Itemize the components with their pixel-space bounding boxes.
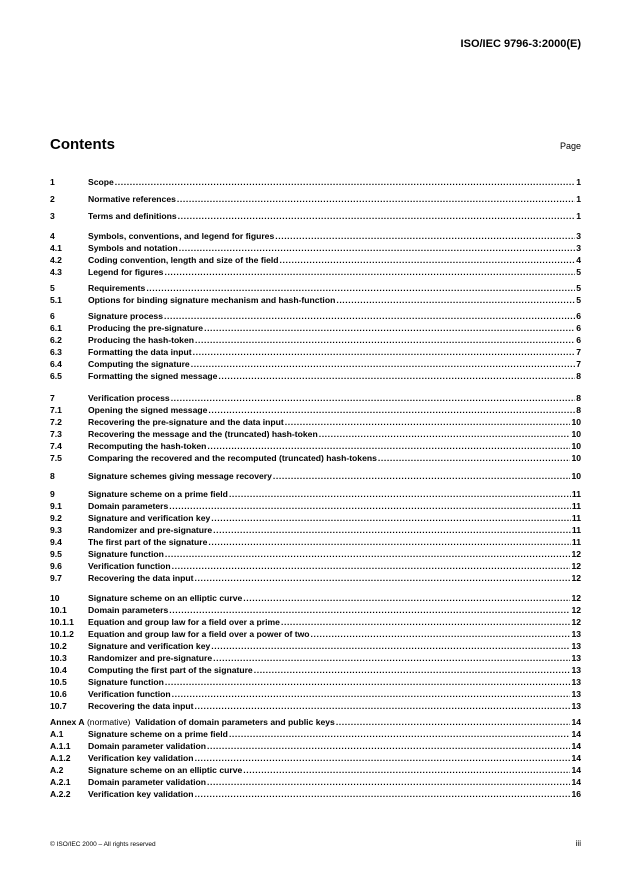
toc-entry-title: Signature and verification key <box>88 641 211 651</box>
toc-entry[interactable] <box>50 346 581 358</box>
toc-annex-section <box>50 716 581 800</box>
toc-entry-title: Signature and verification key <box>88 513 211 523</box>
toc-entry-title: Recovering the message and the (truncated) hash-token <box>88 429 318 439</box>
toc-entry-title: Domain parameter validation <box>88 777 206 787</box>
toc-entry-title: Computing the signature <box>88 359 190 369</box>
toc-entry[interactable] <box>50 358 581 370</box>
dot-leader <box>311 628 571 640</box>
toc-entry-title: Equation and group law for a field over a power of two <box>88 629 310 639</box>
toc-entry-title: Coding convention, length and size of the field <box>88 255 279 265</box>
toc-entry-page: 1 <box>576 194 581 204</box>
toc-entry[interactable] <box>50 728 581 740</box>
toc-entry-number: 7.3 <box>50 429 62 439</box>
toc-entry-number: 5.1 <box>50 295 62 305</box>
toc-entry-title: Signature scheme on an elliptic curve <box>88 593 243 603</box>
dot-leader <box>204 322 575 334</box>
dot-leader <box>195 334 575 346</box>
toc-entry-page: 8 <box>576 371 581 381</box>
toc-entry-title: Recovering the pre-signature and the data input <box>88 417 284 427</box>
dot-leader <box>195 752 571 764</box>
toc-entry-number: 4.1 <box>50 243 62 253</box>
toc-entry-title: Terms and definitions <box>88 211 177 221</box>
toc-entry-title: Randomizer and pre-signature <box>88 525 213 535</box>
toc-entry-page: 6 <box>576 335 581 345</box>
toc-entry-title: Domain parameters <box>88 501 169 511</box>
dot-leader <box>213 652 570 664</box>
toc-entry[interactable] <box>50 604 581 616</box>
toc-entry-title: Computing the first part of the signature <box>88 665 253 675</box>
toc-entry[interactable] <box>50 500 581 512</box>
toc-entry-number: 7.4 <box>50 441 62 451</box>
toc-entry[interactable] <box>50 776 581 788</box>
dot-leader <box>164 310 575 322</box>
toc-entry-page: 12 <box>571 549 581 559</box>
toc-section <box>50 488 581 584</box>
toc-entry[interactable] <box>50 560 581 572</box>
toc-entry-number: 6.1 <box>50 323 62 333</box>
toc-entry-page: 10 <box>571 471 581 481</box>
toc-entry-number: 6.4 <box>50 359 62 369</box>
toc-entry[interactable] <box>50 628 581 640</box>
dot-leader <box>191 358 576 370</box>
toc-entry-page: 13 <box>571 701 581 711</box>
toc-entry-page: 13 <box>571 689 581 699</box>
toc-entry-title: Signature function <box>88 677 164 687</box>
toc-entry[interactable] <box>50 404 581 416</box>
toc-entry-title: Scope <box>88 177 114 187</box>
dot-leader <box>195 572 571 584</box>
toc-entry-title: Equation and group law for a field over a prime <box>88 617 280 627</box>
toc-entry[interactable] <box>50 294 581 306</box>
toc-entry-page: 11 <box>571 525 581 535</box>
toc-entry-title: Verification process <box>88 393 170 403</box>
toc-entry[interactable] <box>50 488 581 500</box>
toc-entry-title: Normative references <box>88 194 176 204</box>
toc-entry-page: 3 <box>576 231 581 241</box>
toc-entry-title: Domain parameters <box>88 605 169 615</box>
toc-entry-page: 12 <box>571 573 581 583</box>
toc-entry[interactable] <box>50 334 581 346</box>
dot-leader <box>218 370 575 382</box>
toc-entry-number: 10.7 <box>50 701 67 711</box>
dot-leader <box>164 266 575 278</box>
toc-entry[interactable] <box>50 242 581 254</box>
toc-entry-page: 10 <box>571 429 581 439</box>
toc-entry-number: 9.1 <box>50 501 62 511</box>
toc-entry-title: Verification function <box>88 689 171 699</box>
dot-leader <box>281 616 570 628</box>
annex-label: Annex A <box>50 717 85 727</box>
toc-entry-page: 7 <box>576 359 581 369</box>
toc-entry-page: 1 <box>576 177 581 187</box>
toc-annex-entry[interactable] <box>50 716 581 728</box>
toc-entry-page: 13 <box>571 677 581 687</box>
toc-entry-page: 12 <box>571 561 581 571</box>
dot-leader <box>172 688 571 700</box>
dot-leader <box>177 193 575 205</box>
dot-leader <box>208 404 575 416</box>
toc-entry-title: Signature process <box>88 311 163 321</box>
toc-entry[interactable] <box>50 664 581 676</box>
toc-entry-number: 9.5 <box>50 549 62 559</box>
toc-section <box>50 193 581 205</box>
table-of-contents <box>50 176 581 806</box>
toc-section <box>50 592 581 712</box>
toc-entry-title: Symbols and notation <box>88 243 178 253</box>
dot-leader <box>193 346 576 358</box>
toc-entry[interactable] <box>50 310 581 322</box>
toc-entry[interactable] <box>50 764 581 776</box>
toc-entry-number: 6.2 <box>50 335 62 345</box>
toc-entry-number: 7.5 <box>50 453 62 463</box>
toc-entry[interactable] <box>50 470 581 482</box>
toc-entry[interactable] <box>50 548 581 560</box>
toc-entry[interactable] <box>50 616 581 628</box>
toc-entry-page: 13 <box>571 641 581 651</box>
toc-entry-title: Recovering the data input <box>88 701 194 711</box>
toc-entry-page: 11 <box>571 513 581 523</box>
toc-entry-number: A.2.2 <box>50 789 71 799</box>
toc-entry-number: 7.2 <box>50 417 62 427</box>
toc-entry-number: 10.3 <box>50 653 67 663</box>
toc-entry[interactable] <box>50 700 581 712</box>
toc-entry-title: Domain parameter validation <box>88 741 206 751</box>
toc-entry-number: 10 <box>50 593 60 603</box>
toc-entry[interactable] <box>50 652 581 664</box>
toc-entry-page: 4 <box>576 255 581 265</box>
dot-leader <box>319 428 571 440</box>
toc-entry-number: 6.5 <box>50 371 62 381</box>
toc-entry-page: 14 <box>571 765 581 775</box>
toc-entry-title: Verification key validation <box>88 789 194 799</box>
toc-section <box>50 470 581 482</box>
toc-entry-title: Producing the pre-signature <box>88 323 204 333</box>
toc-entry-page: 11 <box>571 537 581 547</box>
toc-entry-title: Signature scheme on a prime field <box>88 489 228 499</box>
toc-entry-title: Randomizer and pre-signature <box>88 653 213 663</box>
toc-entry-number: 8 <box>50 471 55 481</box>
toc-entry-number: A.1.2 <box>50 753 71 763</box>
toc-entry[interactable] <box>50 282 581 294</box>
toc-entry-number: 9.3 <box>50 525 62 535</box>
toc-entry-title: Recovering the data input <box>88 573 194 583</box>
toc-entry-number: 2 <box>50 194 55 204</box>
page-number: iii <box>575 839 581 848</box>
toc-entry-page: 14 <box>571 717 581 727</box>
toc-entry-title: Legend for figures <box>88 267 164 277</box>
toc-entry-title: Requirements <box>88 283 146 293</box>
toc-entry-number: 4.2 <box>50 255 62 265</box>
dot-leader <box>207 776 570 788</box>
toc-entry[interactable] <box>50 266 581 278</box>
toc-entry[interactable] <box>50 676 581 688</box>
toc-entry-page: 13 <box>571 653 581 663</box>
toc-entry-page: 7 <box>576 347 581 357</box>
toc-entry-page: 3 <box>576 243 581 253</box>
dot-leader <box>146 282 575 294</box>
toc-entry-page: 10 <box>571 453 581 463</box>
toc-entry[interactable] <box>50 428 581 440</box>
dot-leader <box>172 560 571 572</box>
toc-entry-title: Options for binding signature mechanism and hash-function <box>88 295 336 305</box>
toc-entry-number: 3 <box>50 211 55 221</box>
toc-entry[interactable] <box>50 524 581 536</box>
toc-entry-page: 1 <box>576 211 581 221</box>
dot-leader <box>195 700 571 712</box>
toc-entry[interactable] <box>50 416 581 428</box>
toc-entry-number: 9.7 <box>50 573 62 583</box>
toc-entry[interactable] <box>50 392 581 404</box>
toc-entry-number: 9 <box>50 489 55 499</box>
toc-entry-page: 6 <box>576 311 581 321</box>
toc-entry-number: 10.1.1 <box>50 617 74 627</box>
toc-entry-number: A.2 <box>50 765 64 775</box>
copyright-footer: © ISO/IEC 2000 – All rights reserved <box>50 841 156 848</box>
toc-entry-page: 13 <box>571 629 581 639</box>
toc-entry-page: 8 <box>576 405 581 415</box>
toc-entry-title: Opening the signed message <box>88 405 208 415</box>
toc-entry-page: 8 <box>576 393 581 403</box>
dot-leader <box>229 488 571 500</box>
dot-leader <box>273 470 571 482</box>
toc-entry-title: Recomputing the hash-token <box>88 441 207 451</box>
toc-entry-title: Formatting the data input <box>88 347 192 357</box>
dot-leader <box>229 728 571 740</box>
toc-entry[interactable] <box>50 193 581 205</box>
toc-section <box>50 310 581 382</box>
toc-entry[interactable] <box>50 452 581 464</box>
toc-entry-number: 9.6 <box>50 561 62 571</box>
dot-leader <box>211 512 571 524</box>
dot-leader <box>378 452 571 464</box>
toc-entry[interactable] <box>50 322 581 334</box>
dot-leader <box>179 242 575 254</box>
toc-entry[interactable] <box>50 210 581 222</box>
toc-entry-page: 14 <box>571 777 581 787</box>
toc-section <box>50 392 581 464</box>
toc-entry[interactable] <box>50 440 581 452</box>
toc-entry[interactable] <box>50 254 581 266</box>
toc-entry-title: Symbols, conventions, and legend for figures <box>88 231 275 241</box>
toc-entry-page: 6 <box>576 323 581 333</box>
toc-entry-page: 14 <box>571 753 581 763</box>
toc-entry-number: 10.4 <box>50 665 67 675</box>
dot-leader <box>211 640 570 652</box>
dot-leader <box>171 392 576 404</box>
toc-entry-page: 5 <box>576 283 581 293</box>
toc-section <box>50 176 581 188</box>
toc-entry-number: 9.2 <box>50 513 62 523</box>
toc-section <box>50 210 581 222</box>
toc-entry[interactable] <box>50 230 581 242</box>
toc-entry-title: Producing the hash-token <box>88 335 194 345</box>
dot-leader <box>208 536 571 548</box>
dot-leader <box>207 440 570 452</box>
toc-entry-title: Formatting the signed message <box>88 371 218 381</box>
toc-entry-page: 5 <box>576 295 581 305</box>
dot-leader <box>169 500 571 512</box>
toc-entry-title: Verification key validation <box>88 753 194 763</box>
dot-leader <box>195 788 571 800</box>
toc-entry[interactable] <box>50 176 581 188</box>
dot-leader <box>285 416 571 428</box>
toc-entry[interactable] <box>50 640 581 652</box>
dot-leader <box>213 524 571 536</box>
toc-entry-page: 11 <box>571 489 581 499</box>
toc-entry-title: The first part of the signature <box>88 537 208 547</box>
toc-entry[interactable] <box>50 592 581 604</box>
dot-leader <box>178 210 576 222</box>
toc-entry-page: 10 <box>571 441 581 451</box>
toc-entry-page: 12 <box>571 593 581 603</box>
toc-entry-number: A.1.1 <box>50 741 71 751</box>
dot-leader <box>336 294 575 306</box>
toc-entry-title: Signature schemes giving message recovery <box>88 471 272 481</box>
toc-entry[interactable] <box>50 752 581 764</box>
dot-leader <box>165 548 571 560</box>
toc-entry-title: Signature scheme on a prime field <box>88 729 228 739</box>
annex-title: Validation of domain parameters and public keys <box>135 717 335 727</box>
toc-entry-page: 10 <box>571 417 581 427</box>
toc-entry[interactable] <box>50 740 581 752</box>
toc-entry[interactable] <box>50 572 581 584</box>
toc-entry-title: Signature scheme on an elliptic curve <box>88 765 243 775</box>
dot-leader <box>280 254 576 266</box>
toc-entry-number: 5 <box>50 283 55 293</box>
toc-entry-title: Signature function <box>88 549 164 559</box>
toc-entry-number: 10.1.2 <box>50 629 74 639</box>
dot-leader <box>165 676 571 688</box>
toc-entry-number: 10.5 <box>50 677 67 687</box>
toc-entry[interactable] <box>50 788 581 800</box>
toc-entry[interactable] <box>50 512 581 524</box>
toc-entry-number: A.1 <box>50 729 64 739</box>
toc-entry-number: 4 <box>50 231 55 241</box>
toc-entry-number: A.2.1 <box>50 777 71 787</box>
dot-leader <box>207 740 570 752</box>
dot-leader <box>243 764 570 776</box>
dot-leader <box>336 716 571 728</box>
toc-entry-page: 11 <box>571 501 581 511</box>
toc-entry-page: 13 <box>571 665 581 675</box>
toc-entry-number: 7.1 <box>50 405 62 415</box>
toc-entry-page: 14 <box>571 729 581 739</box>
toc-entry-number: 9.4 <box>50 537 62 547</box>
toc-entry-number: 1 <box>50 177 55 187</box>
document-id-header: ISO/IEC 9796-3:2000(E) <box>460 38 581 50</box>
toc-entry-page: 5 <box>576 267 581 277</box>
toc-entry[interactable] <box>50 370 581 382</box>
page-title: Contents <box>50 136 115 153</box>
toc-entry-title: Comparing the recovered and the recomputed (truncated) hash-tokens <box>88 453 377 463</box>
toc-entry-number: 10.6 <box>50 689 67 699</box>
dot-leader <box>254 664 571 676</box>
toc-section <box>50 282 581 306</box>
toc-entry-title: Verification function <box>88 561 171 571</box>
dot-leader <box>243 592 570 604</box>
toc-entry-number: 7 <box>50 393 55 403</box>
dot-leader <box>169 604 570 616</box>
toc-entry-number: 10.1 <box>50 605 67 615</box>
toc-entry[interactable] <box>50 688 581 700</box>
toc-entry[interactable] <box>50 536 581 548</box>
toc-entry-page: 12 <box>571 617 581 627</box>
toc-entry-page: 14 <box>571 741 581 751</box>
toc-entry-page: 12 <box>571 605 581 615</box>
page-column-label: Page <box>559 141 581 151</box>
toc-entry-number: 10.2 <box>50 641 67 651</box>
toc-entry-number: 4.3 <box>50 267 62 277</box>
annex-type: (normative) <box>86 717 131 727</box>
toc-entry-number: 6 <box>50 311 55 321</box>
dot-leader <box>115 176 575 188</box>
toc-entry-page: 16 <box>571 789 581 799</box>
toc-entry-number: 6.3 <box>50 347 62 357</box>
dot-leader <box>275 230 575 242</box>
toc-section <box>50 230 581 278</box>
